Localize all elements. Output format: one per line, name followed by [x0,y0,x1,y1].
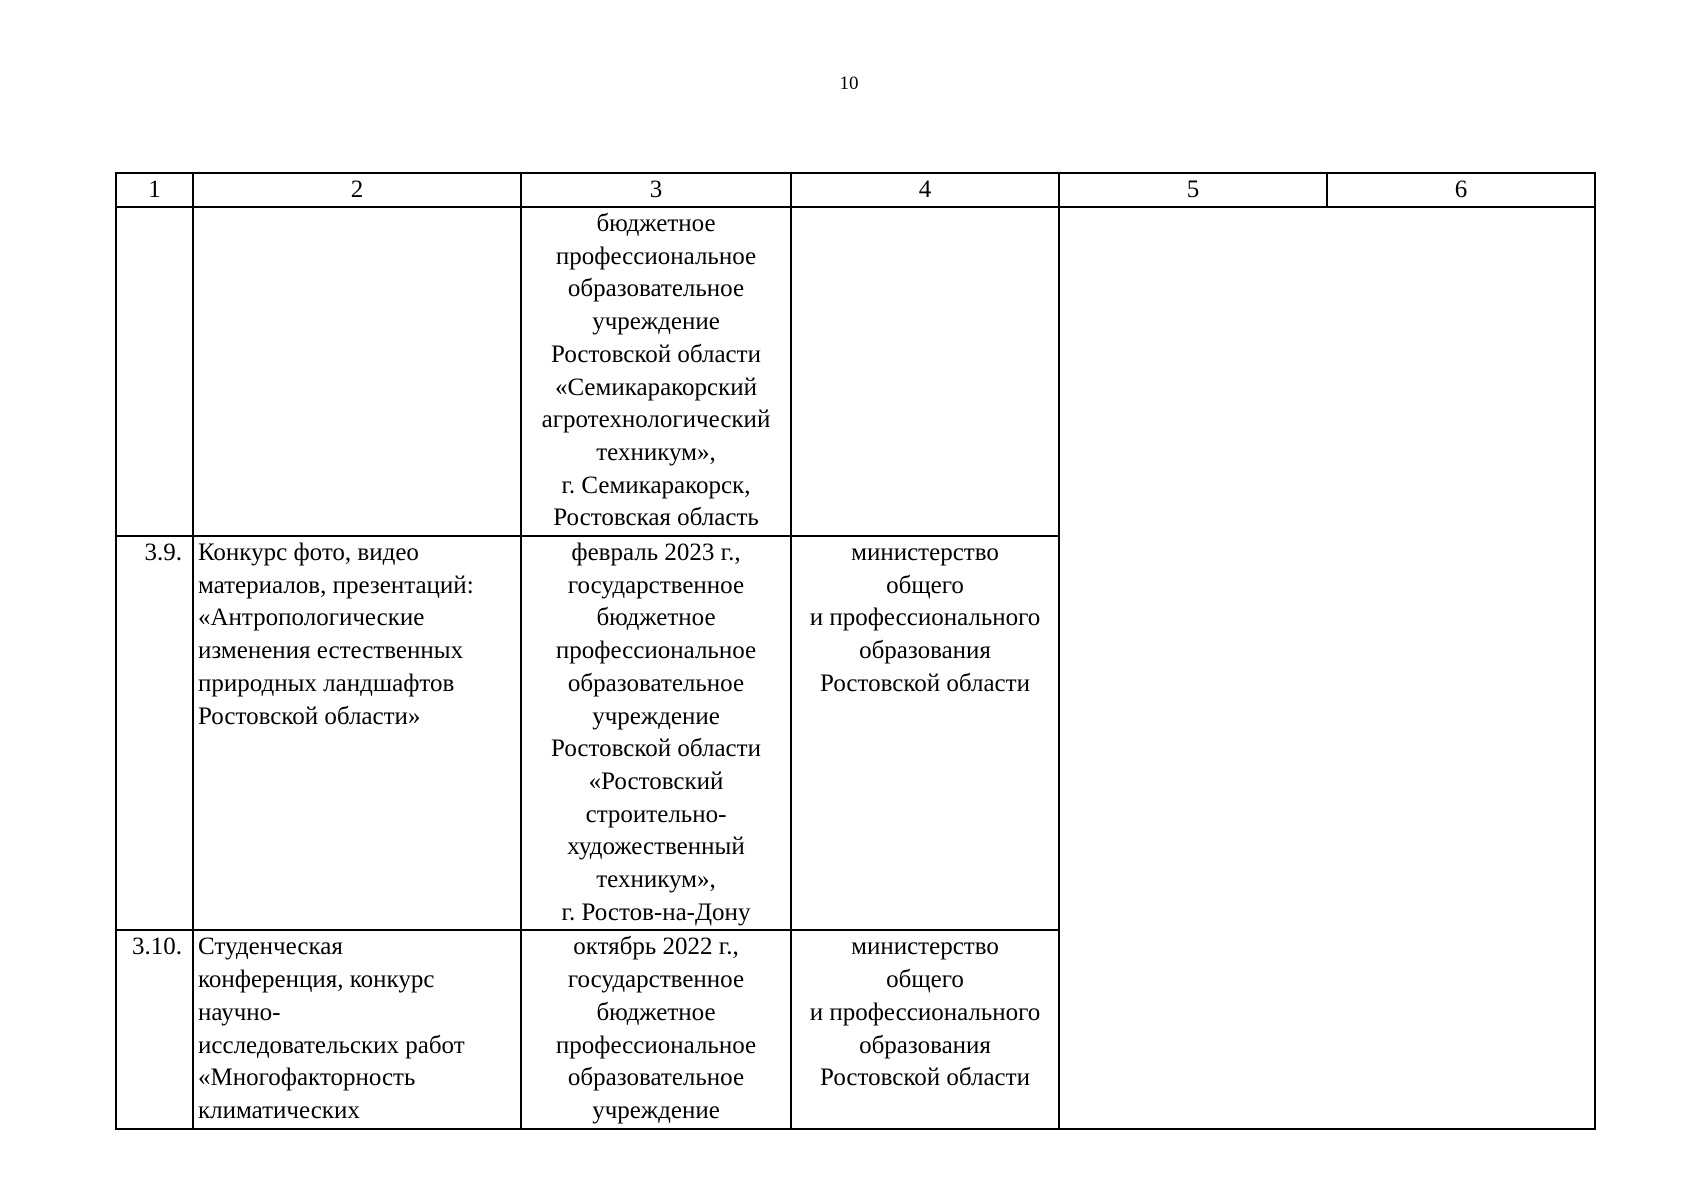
event-title-cell [193,207,521,536]
place-line: Ростовская область [553,504,759,532]
place-line: профессиональное [555,242,757,270]
title-line: «Антропологические [198,604,425,632]
row-number-cell: 3.10. [116,930,193,1128]
place-line: техникум», [596,438,716,466]
title-line: научно- [198,998,281,1026]
organizer-line: общего [886,966,964,994]
column-header-3: 3 [521,173,791,207]
title-line: Конкурс фото, видео [198,539,419,567]
place-line: бюджетное [596,998,716,1026]
place-line: бюджетное [596,210,716,237]
place-line: г. Семикаракорск, [561,471,751,499]
events-table [115,172,1596,1130]
event-place-cell [521,930,791,1128]
place-line: февраль 2023 г., [571,539,741,567]
column-header-6: 6 [1327,173,1595,207]
title-line: изменения естественных [198,637,464,665]
title-line: «Многофакторность [198,1064,416,1092]
place-line: государственное [567,571,745,599]
table-row-continued [116,207,1595,536]
title-line: исследовательских работ [198,1031,465,1059]
title-line: природных ландшафтов [198,669,455,697]
place-line: «Ростовский [588,767,724,795]
event-organizer-cell [791,930,1059,1128]
place-line: государственное [567,966,745,994]
organizer-line: образования [859,1031,991,1059]
place-line: агротехнологический [541,406,771,434]
column-header-4: 4 [791,173,1059,207]
organizer-line: образования [859,637,991,665]
organizer-line: и профессионального [809,604,1041,632]
page-number: 10 [839,73,859,94]
row-number-cell: 3.9. [116,536,193,930]
place-line: учреждение [592,702,720,730]
title-line: конференция, конкурс [198,966,435,994]
place-line: профессиональное [555,1031,757,1059]
event-title-cell [193,930,521,1128]
title-line: материалов, презентаций: [198,571,474,599]
event-place-cell [521,207,791,536]
organizer-line: министерство [851,933,999,961]
place-line: техникум», [596,866,716,894]
place-line: художественный [567,833,745,861]
place-line: Ростовской области [551,340,761,368]
place-line: образовательное [567,669,745,697]
organizer-line: общего [886,571,964,599]
title-line: Ростовской области» [198,702,421,730]
place-line: учреждение [592,308,720,336]
merged-empty-cell-5-6 [1059,207,1595,1129]
place-line: бюджетное [596,604,716,632]
title-line: Студенческая [198,933,343,961]
event-place-cell [521,536,791,930]
title-line: климатических [198,1096,360,1124]
place-line: г. Ростов-на-Дону [561,898,751,926]
table-header-row [116,173,1595,207]
organizer-line: Ростовской области [820,1064,1030,1092]
place-line: образовательное [567,1064,745,1092]
column-header-2: 2 [193,173,521,207]
place-line: «Семикаракорский [554,373,758,401]
column-header-5: 5 [1059,173,1327,207]
place-line: учреждение [592,1096,720,1124]
organizer-line: министерство [851,539,999,567]
event-organizer-cell [791,536,1059,930]
place-line: строительно- [585,800,727,828]
organizer-line: и профессионального [809,998,1041,1026]
place-line: профессиональное [555,637,757,665]
organizer-line: Ростовской области [820,669,1030,697]
row-number-cell [116,207,193,536]
place-line: образовательное [567,275,745,303]
column-header-1: 1 [116,173,193,207]
event-organizer-cell [791,207,1059,536]
place-line: октябрь 2022 г., [573,933,739,961]
place-line: Ростовской области [551,735,761,763]
event-title-cell [193,536,521,930]
